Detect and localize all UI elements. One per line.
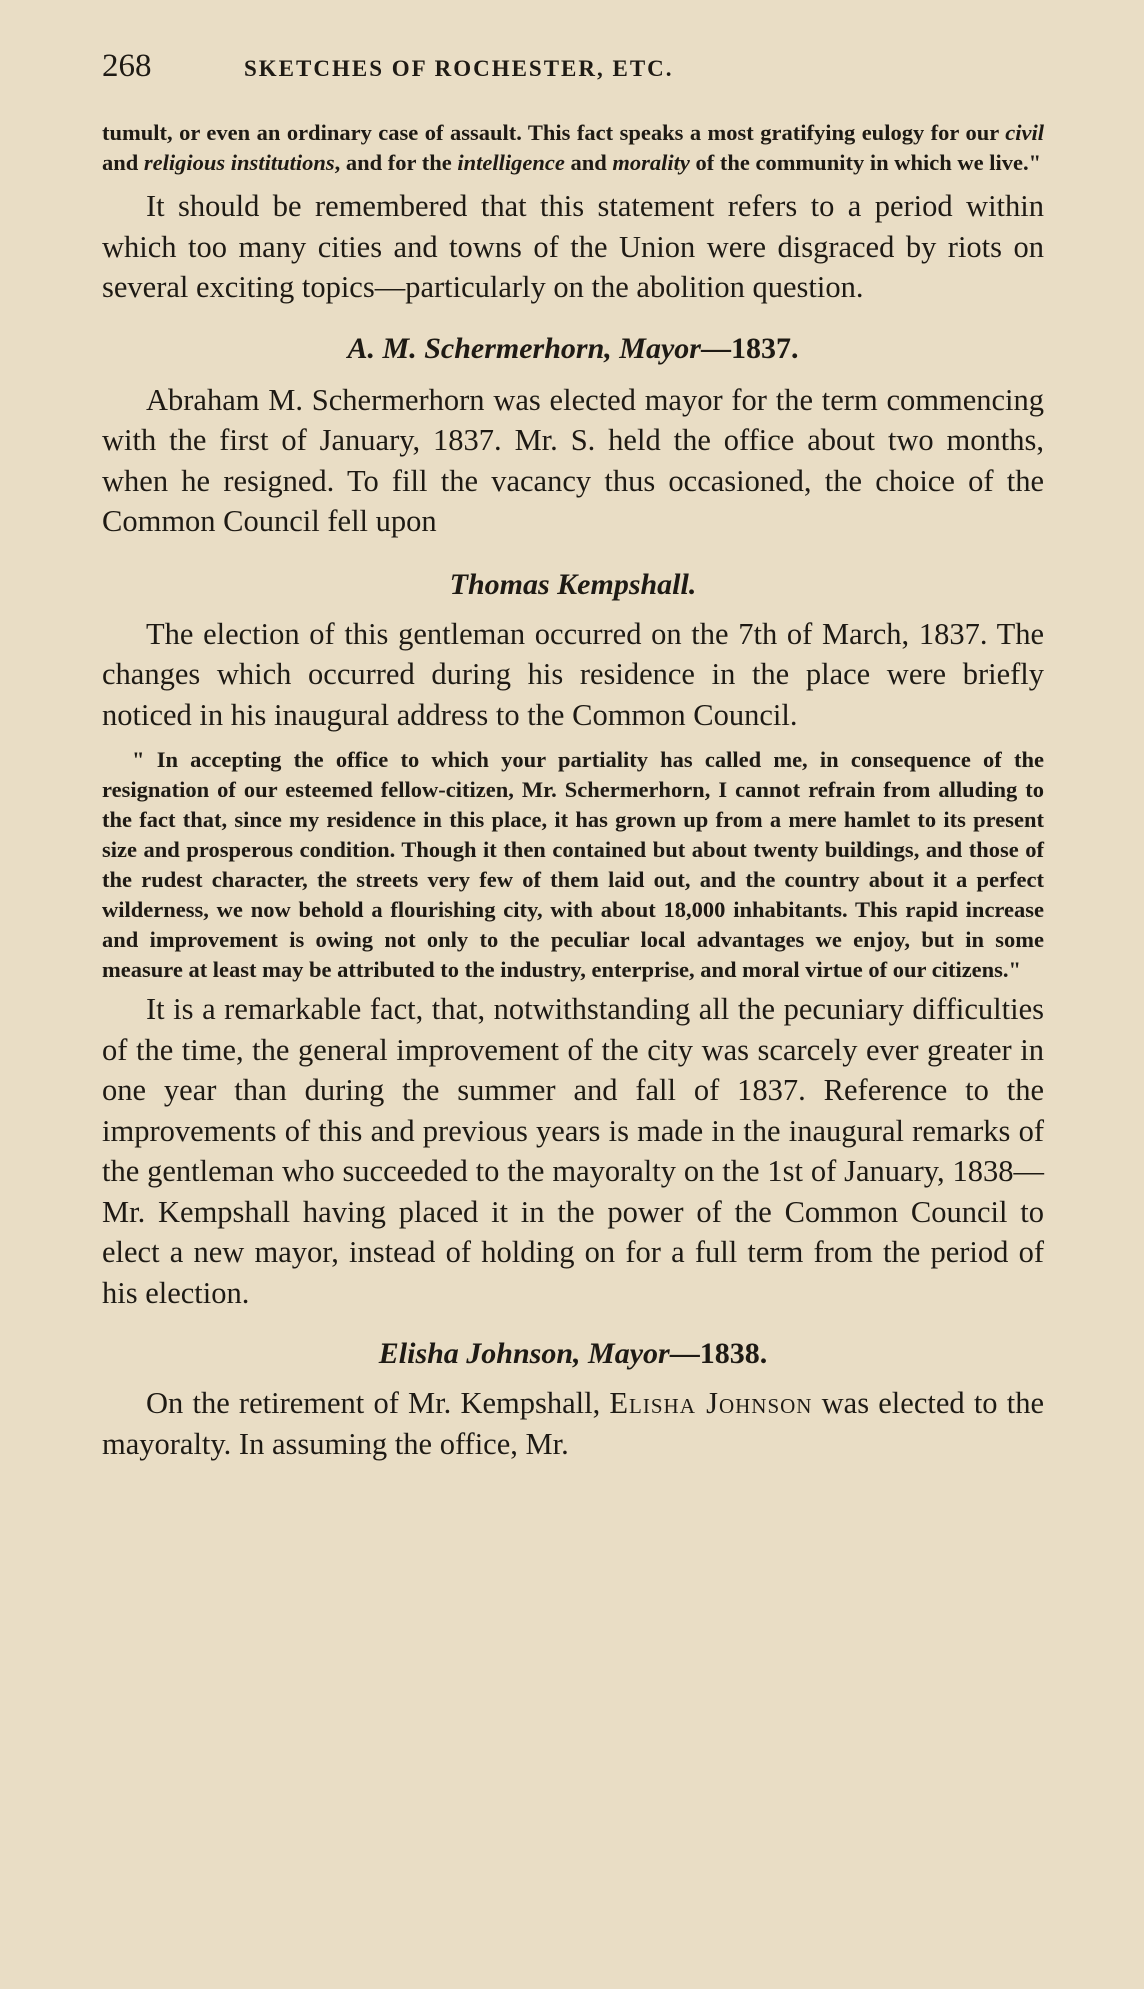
paragraph-schermerhorn: Abraham M. Schermerhorn was elected mayor for the term commencing with the first of January, 1837. Mr. S. held the office about two months, when he resigned. To fill the vacancy thus occasioned, the choice of the Common Council fell upon — [102, 382, 1044, 538]
section-heading-kempshall: Thomas Kempshall. — [449, 567, 697, 601]
paragraph-statement-note: It should be remembered that this statement refers to a period within which too many cities and towns of the Union were disgraced by riots on several exciting topics—particularly on the abolition question. — [102, 189, 1044, 304]
section-heading-schermerhorn: A. M. Schermerhorn, Mayor—1837. — [347, 331, 799, 365]
paragraph-kempshall: The election of this gentleman occurred on the 7th of March, 1837. The changes which occurred during his residence in the place were briefly noticed in his inaugural address to the Common Council. — [102, 616, 1044, 732]
page-number: 268 — [102, 48, 152, 84]
paragraph-improvement: It is a remarkable fact, that, notwithstanding all the pecuniary difficulties of the time, the general improvement of the city was scarcely ever greater in one year than during the summer and fall of 1837. Reference to the improvements of this and previous years is made in the inaugural remarks of the gentleman who succeeded to the mayoralty on the 1st of January, 1838—Mr. Kempshall having placed it in the power of the Common Council to elect a new mayor, instead of holding on for a full term from the period of his election. — [102, 992, 1044, 1310]
section-heading-johnson: Elisha Johnson, Mayor—1838. — [378, 1337, 768, 1370]
running-title: SKETCHES OF ROCHESTER, ETC. — [244, 56, 674, 81]
running-head — [102, 48, 1044, 104]
paragraph-quote-ending: tumult, or even an ordinary case of assault. This fact speaks a most gratifying eulogy for our civil and religious institutions, and for the intelligence and morality of the community in which we live." — [102, 120, 1044, 175]
inaugural-address-quote: " In accepting the office to which your partiality has called me, in consequence of the resignation of our esteemed fellow-citizen, Mr. Schermerhorn, I cannot refrain from alluding to the fact that, since my residence in this place, it has grown up from a mere hamlet to its present size and prosperous condition. Though it then contained but about twenty buildings, and those of the rudest character, the streets very few of them laid out, and the country about it a perfect wilderness, we now behold a flourishing city, with about 18,000 inhabitants. This rapid increase and improvement is owing not only to the peculiar local advantages we enjoy, but in some measure at least may be attributed to the industry, enterprise, and moral virtue of our citizens." — [102, 747, 1044, 982]
paragraph-johnson: On the retirement of Mr. Kempshall, Elisha Johnson was elected to the mayoralty. In assuming the office, Mr. — [102, 1386, 1044, 1461]
